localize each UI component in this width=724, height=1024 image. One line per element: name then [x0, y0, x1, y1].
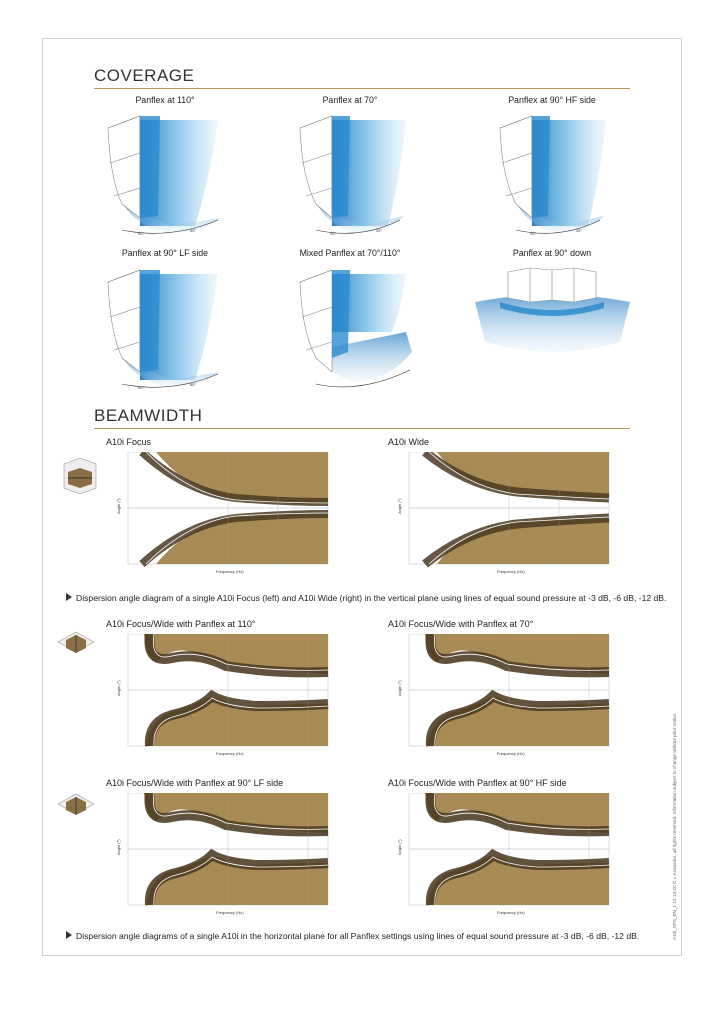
box-horizontal-icon-2: [56, 790, 96, 820]
coverage-label-110: Panflex at 110°: [135, 95, 195, 105]
beamwidth-plot-90-hf: [397, 793, 611, 917]
coverage-illustration-110: [100, 108, 230, 238]
plot-label-wide: A10i Wide: [388, 437, 430, 447]
beamwidth-rule: [94, 428, 630, 429]
coverage-illustration-90-down: [470, 262, 635, 372]
coverage-title: COVERAGE: [94, 66, 195, 85]
box-vertical-icon: [60, 458, 100, 494]
horizontal-caption: Dispersion angle diagrams of a single A10i in the horizontal plane for all Panflex settings using lines of equal sound pressure at -3 dB, -6 dB, -12 dB.: [76, 931, 640, 941]
coverage-label-90-down: Panflex at 90° down: [512, 248, 592, 258]
coverage-label-70: Panflex at 70°: [322, 95, 378, 105]
coverage-label-90-lf: Panflex at 90° LF side: [121, 248, 209, 258]
beamwidth-plot-focus: [116, 452, 330, 576]
coverage-label-90-hf: Panflex at 90° HF side: [508, 95, 596, 105]
sidebar-legal-note: A10i_SPS_EN_1 12-14-20 © L-Acoustics, all rights reserved. Information subject to change without prior notice.: [672, 712, 677, 940]
coverage-label-mixed: Mixed Panflex at 70°/110°: [299, 248, 401, 258]
beamwidth-plot-90-lf: [116, 793, 330, 917]
box-horizontal-icon: [56, 628, 96, 658]
beamwidth-plot-110: [116, 634, 330, 758]
caption-arrow-icon: [66, 931, 72, 939]
vertical-caption: Dispersion angle diagram of a single A10i Focus (left) and A10i Wide (right) in the vertical plane using lines of equal sound pressure at -3 dB, -6 dB, -12 dB.: [76, 593, 667, 603]
coverage-illustration-90-hf: [488, 108, 618, 238]
coverage-illustration-90-lf: [100, 262, 230, 392]
beamwidth-title: BEAMWIDTH: [94, 406, 203, 425]
caption-arrow-icon: [66, 593, 72, 601]
coverage-rule: [94, 88, 630, 89]
plot-label-70: A10i Focus/Wide with Panflex at 70°: [388, 619, 534, 629]
coverage-illustration-70: [288, 108, 418, 238]
horizontal-caption-row: [66, 931, 639, 941]
beamwidth-plot-wide: [397, 452, 611, 576]
plot-label-focus: A10i Focus: [106, 437, 152, 447]
plot-label-90-hf: A10i Focus/Wide with Panflex at 90° HF side: [388, 778, 567, 788]
plot-label-90-lf: A10i Focus/Wide with Panflex at 90° LF side: [106, 778, 284, 788]
plot-label-110: A10i Focus/Wide with Panflex at 110°: [106, 619, 256, 629]
beamwidth-plot-70: [397, 634, 611, 758]
vertical-caption-row: [66, 593, 666, 603]
coverage-illustration-mixed: [288, 262, 423, 392]
